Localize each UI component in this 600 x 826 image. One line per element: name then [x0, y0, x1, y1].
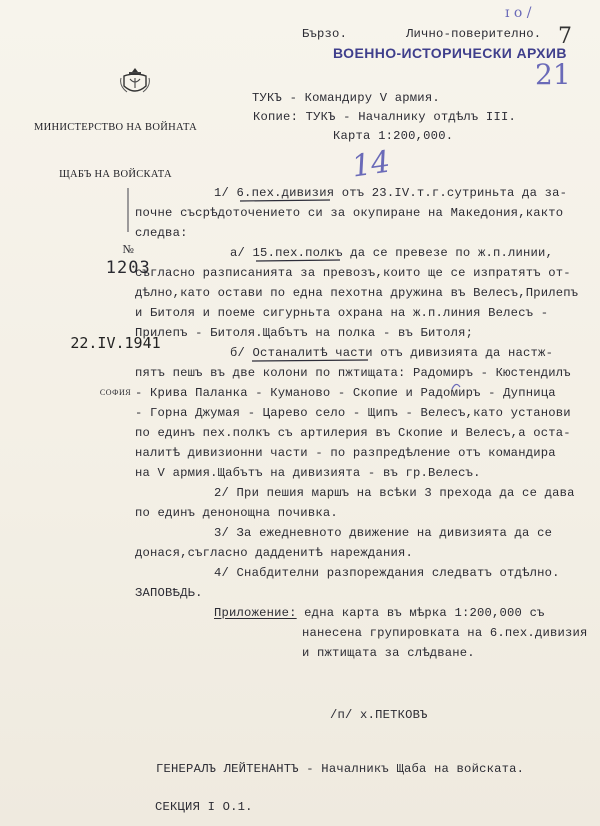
rank-line: ГЕНЕРАЛЪ ЛЕЙТЕНАНТЪ - Началникъ Щаба на войската.	[156, 762, 525, 776]
paragraph-1b-line-7: на V армия.Щабътъ на дивизията - въ гр.Велесъ.	[135, 466, 481, 480]
paragraph-3-line-1: 3/ За ежедневното движение на дивизията да се	[214, 526, 553, 540]
addressee-copy: Копие: ТУКЪ - Началнику отдѣлъ III.	[253, 110, 516, 124]
handwritten-note-top: ɪ ᴏ /	[505, 5, 532, 21]
addressee-to: ТУКЪ - Командиру V армия.	[252, 91, 440, 105]
page-number: 7	[558, 24, 572, 49]
paragraph-1b-line-2: пятъ пешъ въ две колони по пжтищата: Радомиръ - Кюстендилъ	[135, 366, 571, 380]
paragraph-1b-line-3: - Крива Паланка - Куманово - Скопие и Радомиръ - Дупница	[135, 386, 556, 400]
paragraph-1b-line-6: налитѣ дивизионни части - по разпредѣление отъ командира	[135, 446, 556, 460]
paragraph-1-line-3: следва:	[135, 226, 188, 240]
handwritten-note-21: 21	[535, 58, 571, 91]
paragraph-1a-line-3: дѣлно,като остави по една пехотна дружина въ Велесъ,Прилепъ	[135, 286, 579, 300]
paragraph-1b-line-5: по единъ пех.полкъ съ артилерия въ Скопие и Велесъ,а оста-	[135, 426, 571, 440]
paragraph-2-line-2: по единъ денонощна почивка.	[135, 506, 338, 520]
paragraph-1a-line-1: а/ 15.пех.полкъ да се превезе по ж.п.линии,	[230, 246, 554, 260]
attachment-line-3: и пжтищата за слѣдване.	[302, 646, 475, 660]
priority-mark: Бързо.	[302, 27, 348, 41]
document-date: 22.IV.1941	[70, 334, 161, 352]
paragraph-1-line-2: почне съсрѣдоточението си за окупиране на Македония,както	[135, 206, 564, 220]
attachment-label: Приложение:	[214, 606, 297, 620]
paragraph-3-line-2: донася,съгласно дадденитѣ нареждания.	[135, 546, 414, 560]
paragraph-1a-line-5: Прилепъ - Битоля.Щабътъ на полка - въ Битоля;	[135, 326, 474, 340]
paragraph-1b-line-4: - Горна Джумая - Царево село - Щипъ - Велесъ,като установи	[135, 406, 571, 420]
signature: /п/ х.ПЕТКОВЪ	[330, 708, 428, 722]
order-word: ЗАПОВѢДЬ.	[135, 586, 203, 600]
archive-stamp: ВОЕННО-ИСТОРИЧЕСКИ АРХИВ	[333, 45, 567, 61]
paragraph-1a-line-4: и Битоля и поеме сигурньта охрана на ж.п.линия Велесъ -	[135, 306, 549, 320]
attachment-line-1: Приложение: една карта въ мѣрка 1:200,000 съ	[214, 606, 545, 620]
document-number: № 1203	[105, 242, 151, 278]
paragraph-1a-line-2: съгласно разписанията за превозъ,които ще се изпратятъ от-	[135, 266, 571, 280]
section-mark: СЕКЦИЯ I О.1.	[155, 800, 253, 814]
attachment-line-2: нанесена групировката на 6.пех.дивизия	[302, 626, 588, 640]
paragraph-2-line-1: 2/ При пешия маршъ на всѣки 3 прехода да се дава	[214, 486, 575, 500]
map-scale: Карта 1:200,000.	[333, 129, 454, 143]
ministry-name: МИНИСТЕРСТВО НА ВОЙНАТА	[33, 122, 198, 133]
handwritten-note-14: 14	[349, 144, 393, 185]
paragraph-1-line-1: 1/ 6.пех.дивизия отъ 23.IV.т.г.сутриньта да за-	[214, 186, 568, 200]
classification-mark: Лично-поверително.	[406, 27, 542, 41]
paragraph-4: 4/ Снабдителни разпореждания следватъ отдѣлно.	[214, 566, 560, 580]
paragraph-1b-line-1: б/ Останалитѣ части отъ дивизията да настж-	[230, 346, 554, 360]
city: СОФИЯ	[99, 388, 132, 397]
staff-name: ЩАБЪ НА ВОЙСКАТА	[59, 169, 172, 180]
